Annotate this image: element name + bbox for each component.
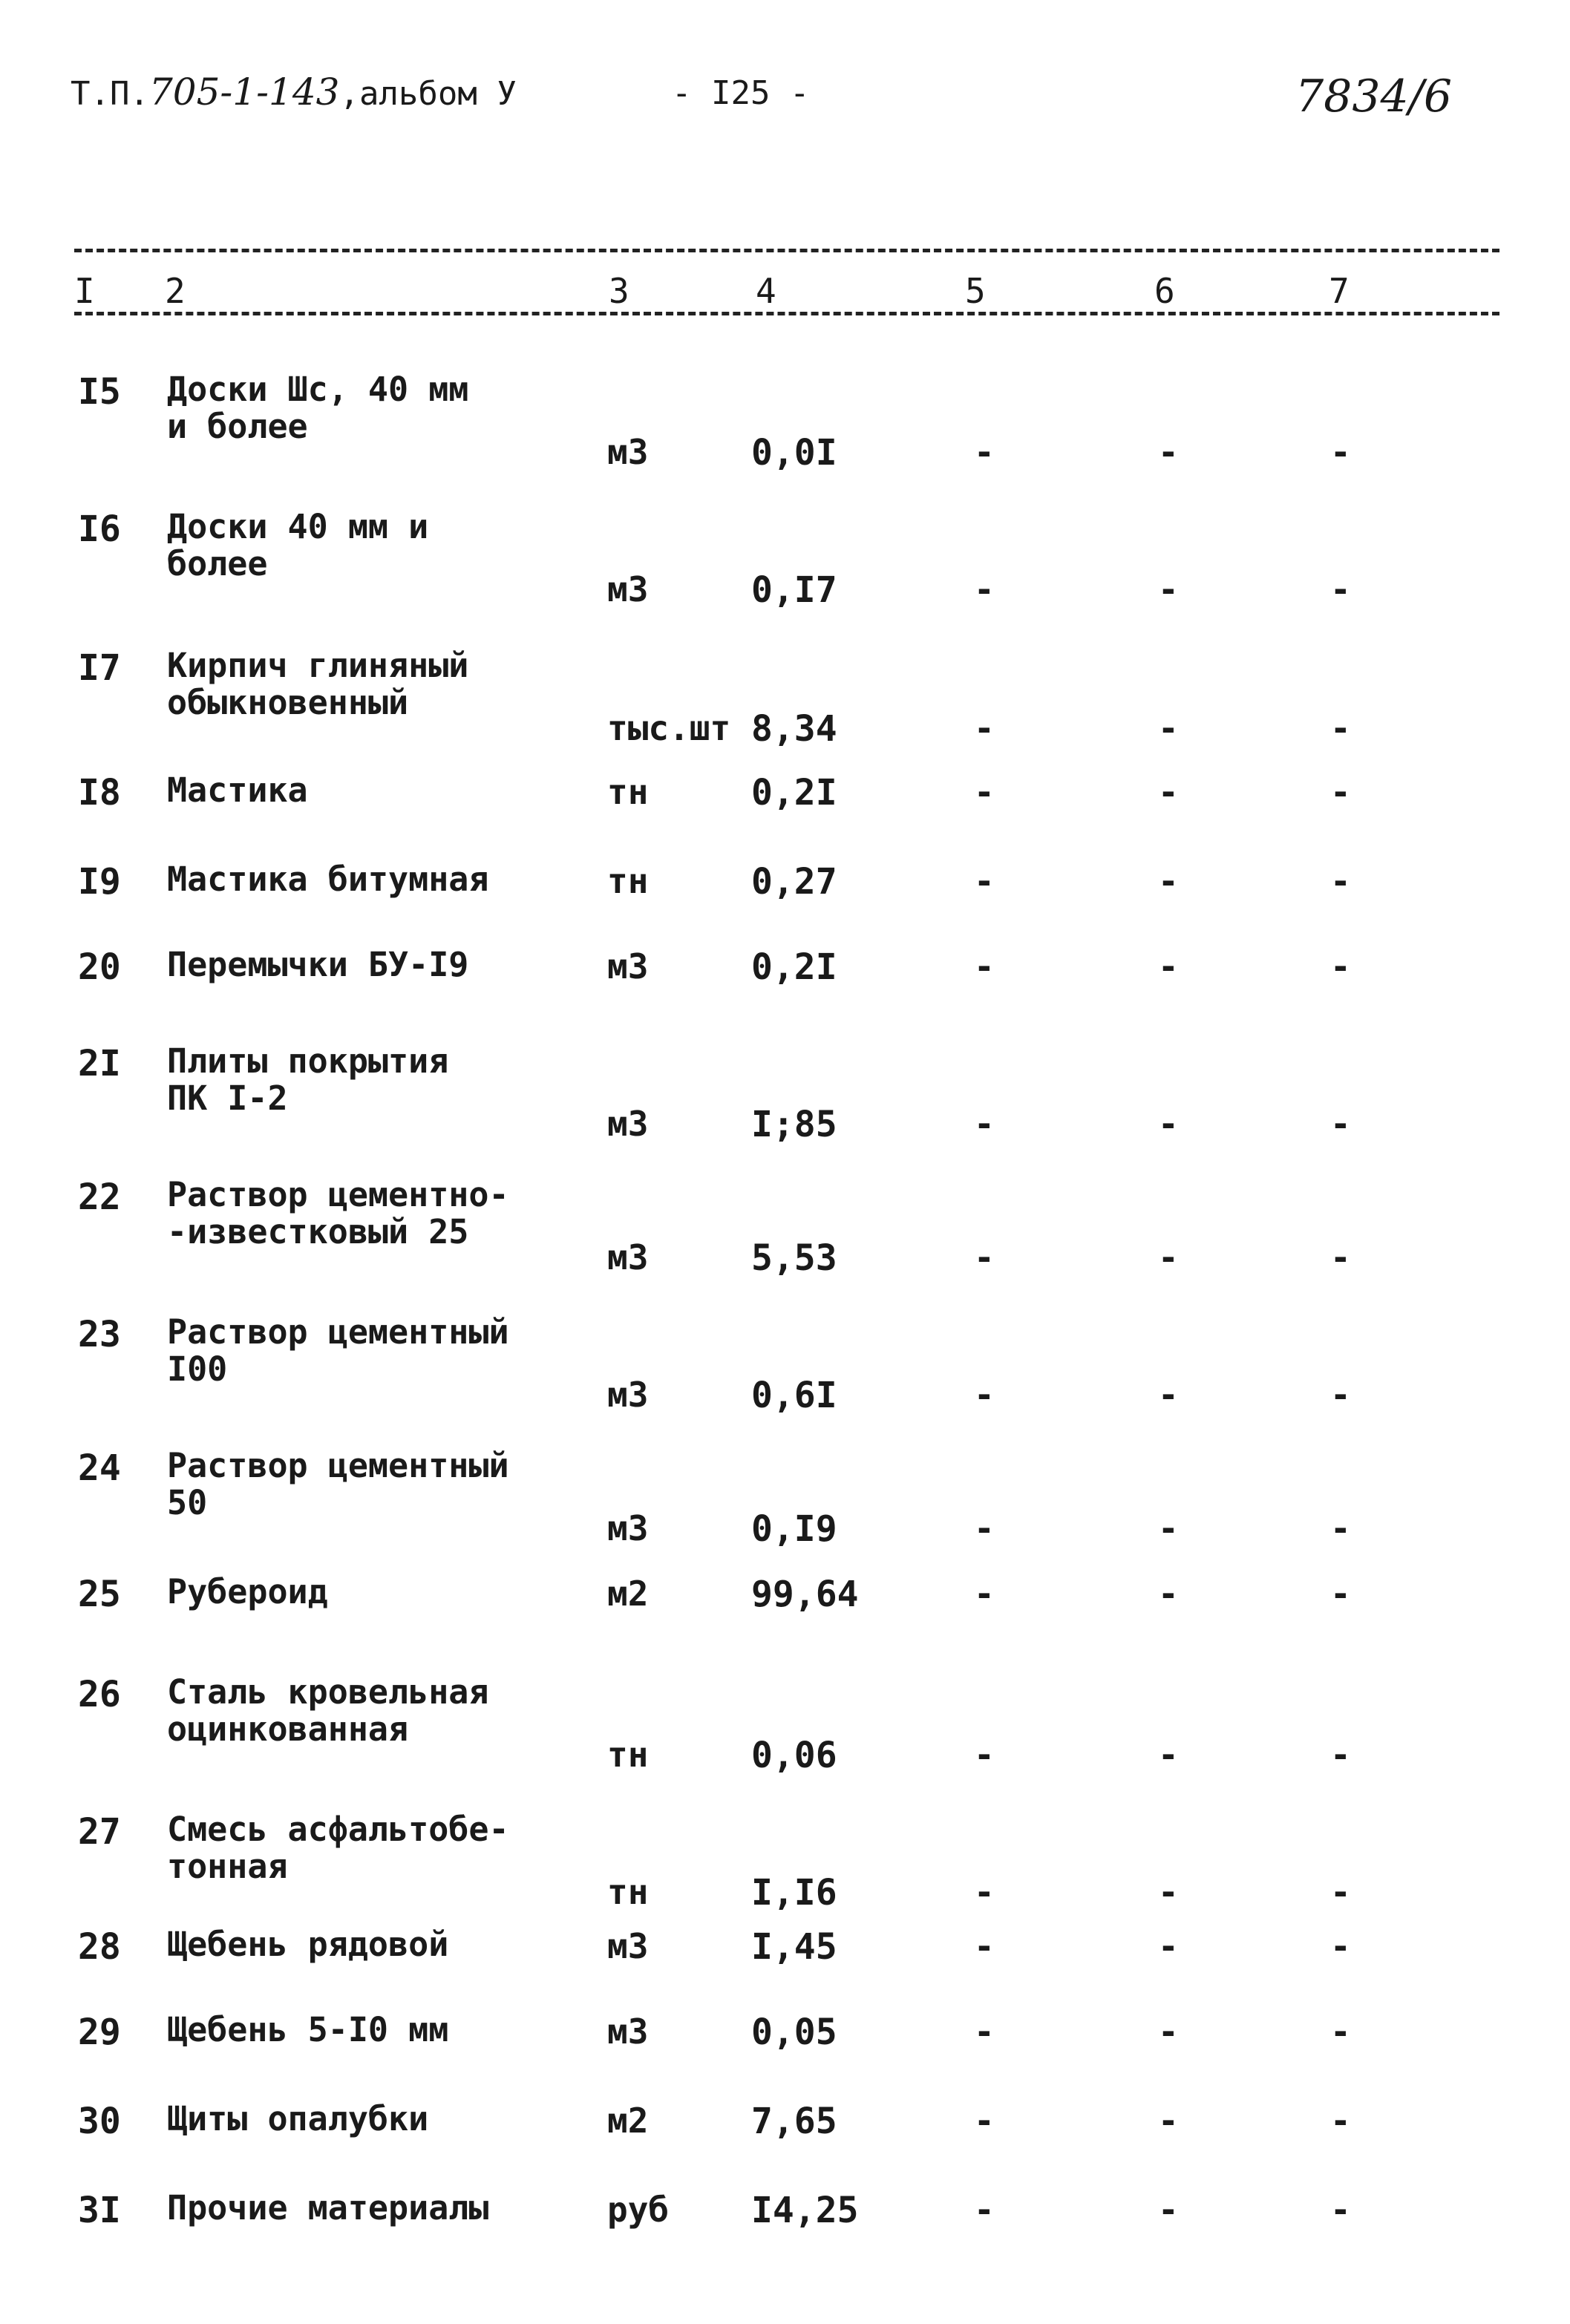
row-number: I6: [78, 508, 121, 550]
quantity-cell: I,I6: [751, 1872, 837, 1914]
material-name: Раствор цементно- -известковый 25: [167, 1175, 509, 1251]
quantity-cell: 0,27: [751, 861, 837, 903]
column-header-7: 7: [1329, 271, 1350, 311]
column-5-cell: -: [974, 1508, 995, 1548]
unit-cell: м3: [607, 946, 649, 986]
quantity-cell: I4,25: [751, 2190, 859, 2231]
quantity-cell: 0,2I: [751, 946, 837, 988]
column-7-cell: -: [1330, 432, 1351, 472]
column-5-cell: -: [974, 1237, 995, 1277]
quantity-cell: 99,64: [751, 1574, 859, 1615]
column-header-3: 3: [609, 271, 629, 311]
unit-cell: м3: [607, 1375, 649, 1415]
material-name: Доски 40 мм и более: [167, 507, 429, 583]
column-6-cell: -: [1158, 1508, 1179, 1548]
unit-cell: м3: [607, 1237, 649, 1277]
quantity-cell: 0,2I: [751, 772, 837, 814]
row-number: 26: [78, 1674, 121, 1715]
column-6-cell: -: [1158, 1375, 1179, 1415]
column-5-cell: -: [974, 2190, 995, 2230]
unit-cell: м3: [607, 432, 649, 472]
unit-cell: тыс.шт: [607, 708, 731, 748]
quantity-cell: 0,I7: [751, 569, 837, 611]
quantity-cell: I,45: [751, 1926, 837, 1968]
column-5-cell: -: [974, 569, 995, 609]
unit-cell: м3: [607, 1508, 649, 1548]
column-7-cell: -: [1330, 2101, 1351, 2141]
column-6-cell: -: [1158, 1872, 1179, 1912]
column-6-cell: -: [1158, 432, 1179, 472]
column-6-cell: -: [1158, 1735, 1179, 1775]
column-5-cell: -: [974, 1872, 995, 1912]
row-number: I8: [78, 772, 121, 814]
column-6-cell: -: [1158, 946, 1179, 986]
column-header-5: 5: [965, 271, 986, 311]
material-name: Раствор цементный 50: [167, 1446, 509, 1522]
column-7-cell: -: [1330, 772, 1351, 812]
column-7-cell: -: [1330, 1872, 1351, 1912]
column-7-cell: -: [1330, 1104, 1351, 1144]
row-number: 3I: [78, 2190, 121, 2231]
column-6-cell: -: [1158, 2101, 1179, 2141]
material-name: Щебень рядовой: [167, 1925, 449, 1964]
row-number: 23: [78, 1314, 121, 1355]
unit-cell: тн: [607, 1872, 649, 1912]
unit-cell: м3: [607, 2012, 649, 2052]
column-header-6: 6: [1154, 271, 1175, 311]
material-name: Щиты опалубки: [167, 2099, 429, 2138]
unit-cell: м3: [607, 1926, 649, 1966]
row-number: 22: [78, 1176, 121, 1218]
column-7-cell: -: [1330, 708, 1351, 748]
column-7-cell: -: [1330, 1574, 1351, 1614]
column-7-cell: -: [1330, 946, 1351, 986]
row-number: I7: [78, 647, 121, 689]
material-name: Смесь асфальтобе- тонная: [167, 1810, 509, 1886]
column-7-cell: -: [1330, 1508, 1351, 1548]
row-number: 30: [78, 2101, 121, 2142]
material-name: Перемычки БУ-I9: [167, 945, 469, 984]
column-5-cell: -: [974, 1735, 995, 1775]
column-7-cell: -: [1330, 1735, 1351, 1775]
document-reference: [71, 71, 517, 114]
column-5-cell: -: [974, 1375, 995, 1415]
top-divider: [74, 249, 1499, 252]
column-header-2: 2: [165, 271, 186, 311]
unit-cell: тн: [607, 772, 649, 812]
row-number: 27: [78, 1811, 121, 1853]
row-number: 28: [78, 1926, 121, 1968]
column-header-1: I: [74, 271, 95, 311]
row-number: 25: [78, 1574, 121, 1615]
column-6-cell: -: [1158, 772, 1179, 812]
column-header-4: 4: [756, 271, 776, 311]
row-number: I9: [78, 861, 121, 903]
row-number: 20: [78, 946, 121, 988]
column-5-cell: -: [974, 1104, 995, 1144]
quantity-cell: 5,53: [751, 1237, 837, 1279]
column-5-cell: -: [974, 1574, 995, 1614]
column-5-cell: -: [974, 2012, 995, 2052]
material-name: Щебень 5-I0 мм: [167, 2010, 449, 2049]
column-6-cell: -: [1158, 2190, 1179, 2230]
column-6-cell: -: [1158, 1237, 1179, 1277]
column-6-cell: -: [1158, 1926, 1179, 1966]
material-name: Прочие материалы: [167, 2188, 489, 2228]
material-name: Доски Шс, 40 мм и более: [167, 370, 469, 446]
column-5-cell: -: [974, 772, 995, 812]
page-header: [0, 71, 1570, 137]
row-number: 29: [78, 2012, 121, 2053]
unit-cell: тн: [607, 861, 649, 901]
column-6-cell: -: [1158, 569, 1179, 609]
doc-number: 705-1-143: [148, 71, 340, 114]
material-name: Рубероид: [167, 1572, 328, 1611]
unit-cell: руб: [607, 2190, 670, 2230]
row-number: 24: [78, 1447, 121, 1489]
column-6-cell: -: [1158, 1574, 1179, 1614]
row-number: 2I: [78, 1043, 121, 1084]
column-5-cell: -: [974, 946, 995, 986]
column-7-cell: -: [1330, 1926, 1351, 1966]
quantity-cell: 0,I9: [751, 1508, 837, 1550]
unit-cell: м3: [607, 1104, 649, 1144]
material-name: Мастика битумная: [167, 860, 489, 899]
unit-cell: м2: [607, 1574, 649, 1614]
album-label: ,альбом У: [339, 75, 517, 113]
unit-cell: м3: [607, 569, 649, 609]
column-5-cell: -: [974, 1926, 995, 1966]
quantity-cell: 0,06: [751, 1735, 837, 1776]
column-5-cell: -: [974, 708, 995, 748]
material-name: Сталь кровельная оцинкованная: [167, 1672, 489, 1749]
column-6-cell: -: [1158, 708, 1179, 748]
quantity-cell: 0,05: [751, 2012, 837, 2053]
unit-cell: м2: [607, 2101, 649, 2141]
column-7-cell: -: [1330, 2190, 1351, 2230]
column-6-cell: -: [1158, 1104, 1179, 1144]
column-7-cell: -: [1330, 861, 1351, 901]
quantity-cell: 0,6I: [751, 1375, 837, 1416]
quantity-cell: I;85: [751, 1104, 837, 1145]
row-number: I5: [78, 371, 121, 413]
column-6-cell: -: [1158, 861, 1179, 901]
column-6-cell: -: [1158, 2012, 1179, 2052]
sheet-reference: 7834/6: [1295, 71, 1453, 122]
material-name: Раствор цементный I00: [167, 1312, 509, 1389]
unit-cell: тн: [607, 1735, 649, 1775]
quantity-cell: 0,0I: [751, 432, 837, 474]
doc-prefix: Т.П.: [71, 75, 149, 113]
page-number: - I25 -: [672, 74, 810, 112]
material-name: Плиты покрытия ПК I-2: [167, 1041, 449, 1118]
column-5-cell: -: [974, 2101, 995, 2141]
column-7-cell: -: [1330, 2012, 1351, 2052]
column-7-cell: -: [1330, 1375, 1351, 1415]
quantity-cell: 8,34: [751, 708, 837, 750]
material-name: Мастика: [167, 770, 308, 810]
column-5-cell: -: [974, 861, 995, 901]
quantity-cell: 7,65: [751, 2101, 837, 2142]
column-5-cell: -: [974, 432, 995, 472]
header-divider: [74, 312, 1499, 315]
column-7-cell: -: [1330, 569, 1351, 609]
column-7-cell: -: [1330, 1237, 1351, 1277]
material-name: Кирпич глиняный обыкновенный: [167, 646, 469, 722]
